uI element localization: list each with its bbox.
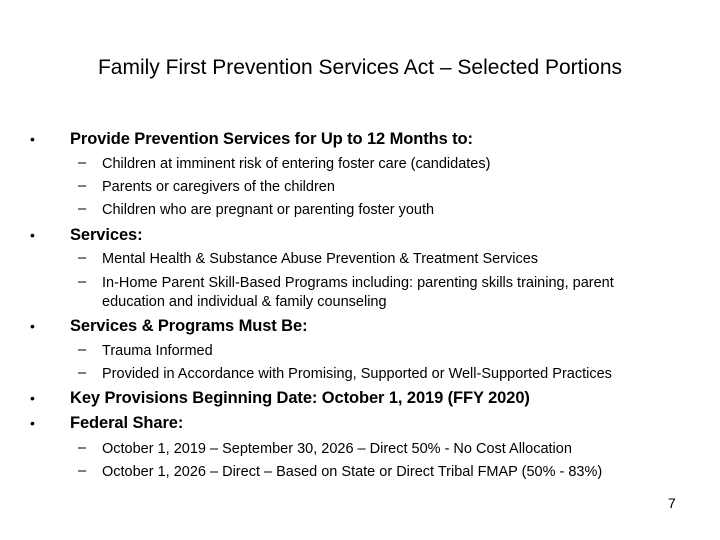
slide-title: Family First Prevention Services Act – Selected Portions (97, 56, 623, 79)
bullet-icon: • (30, 318, 35, 334)
sub-item: In-Home Parent Skill-Based Programs including: parenting skills training, parent education and individual & family counseling (102, 275, 614, 310)
sub-item: Trauma Informed (102, 343, 213, 359)
dash-icon: – (78, 201, 87, 217)
dash-icon: – (78, 342, 87, 358)
bullet-icon: • (30, 415, 35, 431)
sub-item: Parents or caregivers of the children (102, 179, 335, 195)
sub-item: October 1, 2026 – Direct – Based on State or Direct Tribal FMAP (50% - 83%) (102, 464, 603, 480)
sub-item: Children who are pregnant or parenting foster youth (102, 202, 435, 218)
bullet-text: Provide Prevention Services for Up to 12 Months to: (70, 130, 473, 148)
dash-icon: – (78, 178, 87, 194)
bullet-text: Services & Programs Must Be: (70, 317, 308, 335)
dash-icon: – (78, 463, 87, 479)
sub-item: Mental Health & Substance Abuse Prevention & Treatment Services (102, 251, 539, 267)
dash-icon: – (78, 440, 87, 456)
bullet-text: Federal Share: (70, 414, 184, 432)
bullet-text: Services: (70, 226, 143, 244)
sub-item: October 1, 2019 – September 30, 2026 – Direct 50% - No Cost Allocation (102, 441, 572, 457)
sub-item: Children at imminent risk of entering foster care (candidates) (102, 156, 491, 172)
bullet-icon: • (30, 227, 35, 243)
dash-icon: – (78, 155, 87, 171)
dash-icon: – (78, 274, 87, 290)
bullet-icon: • (30, 131, 35, 147)
dash-icon: – (78, 250, 87, 266)
dash-icon: – (78, 365, 87, 381)
bullet-icon: • (30, 390, 35, 406)
sub-item: Provided in Accordance with Promising, Supported or Well-Supported Practices (102, 366, 612, 382)
bullet-text: Key Provisions Beginning Date: October 1, 2019 (FFY 2020) (70, 389, 530, 407)
page-number: 7 (668, 495, 676, 511)
